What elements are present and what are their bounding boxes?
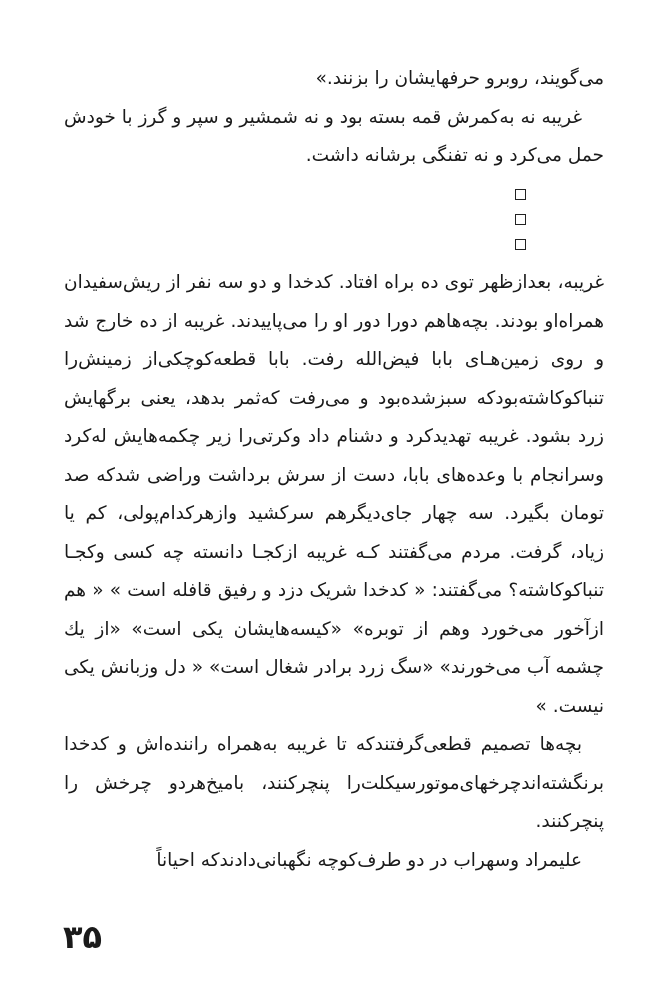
page-number: ۳۵ — [63, 918, 103, 956]
separator-box — [515, 214, 526, 225]
separator-box — [515, 189, 526, 200]
body-text — [64, 60, 604, 880]
paragraph-stranger-village: غریبه، بعدازظهر توی ده براه افتاد. کدخدا و دو سه نفر از ریش‌سفیدان همراه‌او بودند. بچه‌هاهم دورا دور او را می‌پاییدند. غریبه از ده خارج شد و روی زمین‌هـای بابا فیض‌الله رفت. بابا قطعه‌کوچکی‌از زمینش‌را تنباکوکاشته‌بودکه سبزشده‌بود و می‌رفت که‌ثمر بدهد، یعنی برگهایش زرد بشود. غریبه تهدیدکرد و دشنام داد وکرتی‌را زیر چکمه‌هایش له‌کرد وسرانجام با وعده‌های بابا، دست از سرش برداشت وراضی شدکه صد تومان بگیرد. سه چهار جای‌دیگرهم سرکشید وازهرکدام‌پولی، کم یا زیاد، گرفت. مردم می‌گفتند کـه غریبه ازکجـا دانسته چه کسی وکجـا تنباکوکاشته؟ می‌گفتند: « کدخدا شریک دزد و رفیق قافله است » « هم ازآخور می‌خورد وهم از توبره» «کیسه‌هایشان یکی است» «از یك چشمه آب می‌خورند» «سگ زرد برادر شغال است» « دل وزبانش یکی نیست. » — [64, 272, 604, 717]
section-separator-boxes — [64, 189, 604, 250]
paragraph-stranger-arms: غریبه نه به‌کمرش قمه بسته بود و نه شمشیر و سپر و گرز با خودش حمل می‌کرد و نه تفنگی برشانه داشت. — [64, 106, 604, 166]
paragraph-quote-end: می‌گویند، روبرو حرفهایشان را بزنند.» — [315, 68, 604, 89]
paragraph-children-decision: بچه‌ها تصمیم قطعی‌گرفتندکه تا غریبه به‌همراه راننده‌اش و کدخدا برنگشته‌اندچرخهای‌موتورسیکلت‌را پنچرکنند، بامیخ‌هردو چرخش را پنچرکنند. — [64, 734, 604, 832]
paragraph-alimorad-sohrab: علیمراد وسهراب در دو طرف‌کوچه نگهبانی‌دادندکه احیاناً — [156, 849, 582, 871]
separator-box — [515, 239, 526, 250]
